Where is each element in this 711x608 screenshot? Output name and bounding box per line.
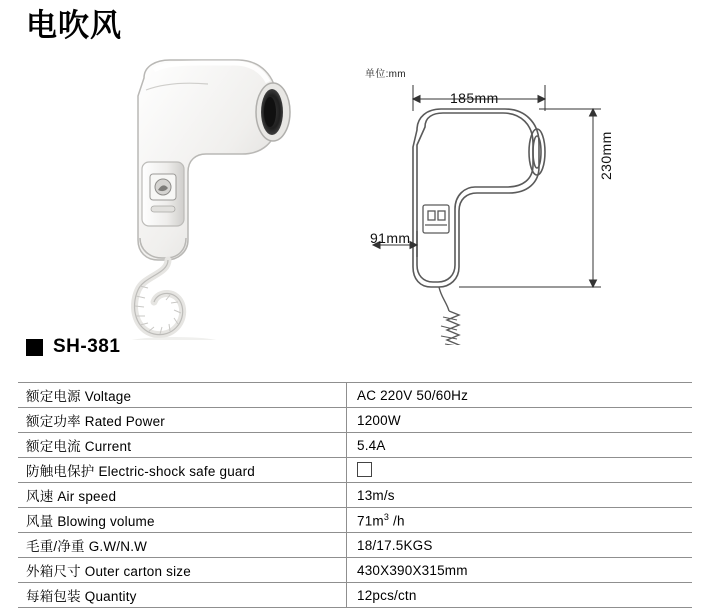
spec-value: 13m/s — [347, 483, 693, 508]
spec-label: 风量 Blowing volume — [18, 508, 347, 533]
spec-label: 外箱尺寸 Outer carton size — [18, 558, 347, 583]
spec-value-tail: /h — [389, 513, 405, 529]
table-row — [18, 508, 692, 533]
spec-value-checkbox — [347, 458, 693, 483]
table-row — [18, 458, 692, 483]
dimension-height-label: 230mm — [598, 131, 614, 180]
table-row — [18, 558, 692, 583]
spec-label: 额定功率 Rated Power — [18, 408, 347, 433]
dimension-width-label: 185mm — [450, 90, 499, 106]
bullet-square-icon — [26, 339, 43, 356]
table-row — [18, 408, 692, 433]
spec-label: 额定电流 Current — [18, 433, 347, 458]
model-marker — [26, 336, 120, 358]
spec-table — [18, 382, 692, 608]
dimension-depth-label: 91mm — [370, 230, 411, 246]
spec-value-main: 71m — [357, 513, 384, 529]
spec-value-sup: 3 — [383, 511, 390, 522]
spec-value: 430X390X315mm — [347, 558, 693, 583]
page-title: 电吹风 — [26, 8, 122, 43]
spec-label: 毛重/净重 G.W/N.W — [18, 533, 347, 558]
table-row — [18, 383, 692, 408]
table-row — [18, 583, 692, 608]
dimension-diagram-svg — [355, 55, 695, 345]
spec-value: 18/17.5KGS — [347, 533, 693, 558]
table-row — [18, 533, 692, 558]
spec-value: AC 220V 50/60Hz — [347, 383, 693, 408]
model-name: SH-381 — [53, 336, 121, 357]
dimension-drawing — [355, 55, 695, 345]
table-row — [18, 433, 692, 458]
spec-value: 1200W — [347, 408, 693, 433]
checkbox-icon — [357, 462, 372, 477]
spec-value-superscript — [347, 508, 693, 533]
spec-value: 5.4A — [347, 433, 693, 458]
spec-label: 防触电保护 Electric-shock safe guard — [18, 458, 347, 483]
unit-note: 单位:mm — [365, 69, 406, 80]
spec-label: 每箱包装 Quantity — [18, 583, 347, 608]
table-row — [18, 483, 692, 508]
spec-value: 12pcs/ctn — [347, 583, 693, 608]
product-photo — [110, 50, 320, 340]
spec-label: 风速 Air speed — [18, 483, 347, 508]
hair-dryer-illustration — [110, 50, 320, 340]
spec-label: 额定电源 Voltage — [18, 383, 347, 408]
